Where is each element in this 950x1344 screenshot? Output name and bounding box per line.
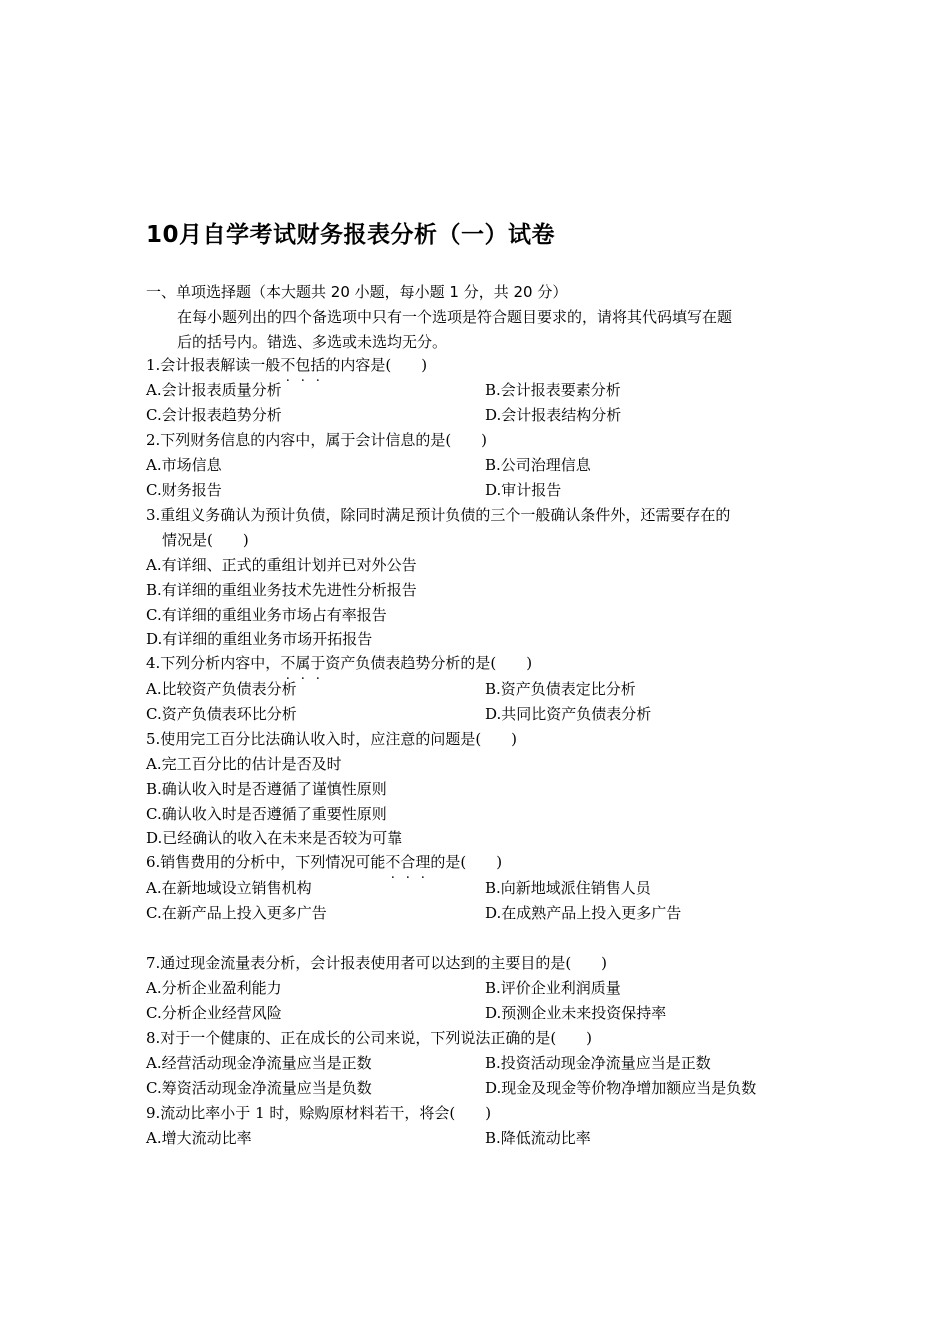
question-1-option-d: D.会计报表结构分析 xyxy=(485,406,622,424)
question-6-stem: 6.销售费用的分析中，下列情况可能不合理的是( ) xyxy=(146,853,503,871)
question-2-option-b: B.公司治理信息 xyxy=(485,456,591,474)
question-9-stem: 9.流动比率小于 1 时，赊购原材料若干，将会( ) xyxy=(146,1104,492,1122)
question-4-option-b: B.资产负债表定比分析 xyxy=(485,680,636,698)
question-3-stem-line2: 情况是( ) xyxy=(162,531,249,549)
question-6-option-b: B.向新地域派住销售人员 xyxy=(485,879,651,897)
question-3-stem-line1: 3.重组义务确认为预计负债，除同时满足预计负债的三个一般确认条件外，还需要存在的 xyxy=(146,506,731,524)
question-7-option-d: D.预测企业未来投资保持率 xyxy=(485,1004,667,1022)
question-2-option-d: D.审计报告 xyxy=(485,481,562,499)
section-instruction-line1: 在每小题列出的四个备选项中只有一个选项是符合题目要求的，请将其代码填写在题 xyxy=(177,308,733,326)
question-4-option-c: C.资产负债表环比分析 xyxy=(146,705,297,723)
question-3-option-b: B.有详细的重组业务技术先进性分析报告 xyxy=(146,581,417,599)
question-3-option-c: C.有详细的重组业务市场占有率报告 xyxy=(146,606,387,624)
question-8-option-c: C.筹资活动现金净流量应当是负数 xyxy=(146,1079,372,1097)
question-8-option-d: D.现金及现金等价物净增加额应当是负数 xyxy=(485,1079,757,1097)
question-7-stem: 7.通过现金流量表分析，会计报表使用者可以达到的主要目的是( ) xyxy=(146,954,608,972)
question-6-option-a: A.在新地域设立销售机构 xyxy=(146,879,312,897)
section-heading: 一、单项选择题（本大题共 20 小题，每小题 1 分，共 20 分） xyxy=(146,283,568,301)
question-5-option-d: D.已经确认的收入在未来是否较为可靠 xyxy=(146,829,403,847)
question-5-stem: 5.使用完工百分比法确认收入时，应注意的问题是( ) xyxy=(146,730,518,748)
question-5-option-a: A.完工百分比的估计是否及时 xyxy=(146,755,342,773)
question-9-option-b: B.降低流动比率 xyxy=(485,1129,591,1147)
question-3-option-d: D.有详细的重组业务市场开拓报告 xyxy=(146,630,373,648)
question-9-option-a: A.增大流动比率 xyxy=(146,1129,252,1147)
question-7-option-a: A.分析企业盈利能力 xyxy=(146,979,282,997)
question-7-option-b: B.评价企业利润质量 xyxy=(485,979,621,997)
question-1-option-a: A.会计报表质量分析 xyxy=(146,381,282,399)
question-1-option-b: B.会计报表要素分析 xyxy=(485,381,621,399)
question-4-option-a: A.比较资产负债表分析 xyxy=(146,680,297,698)
question-6-option-d: D.在成熟产品上投入更多广告 xyxy=(485,904,682,922)
question-2-stem: 2.下列财务信息的内容中，属于会计信息的是( ) xyxy=(146,431,488,449)
question-8-option-a: A.经营活动现金净流量应当是正数 xyxy=(146,1054,372,1072)
question-4-option-d: D.共同比资产负债表分析 xyxy=(485,705,652,723)
question-2-option-c: C.财务报告 xyxy=(146,481,222,499)
question-5-option-b: B.确认收入时是否遵循了谨慎性原则 xyxy=(146,780,387,798)
section-instruction-line2: 后的括号内。错选、多选或未选均无分。 xyxy=(177,333,448,351)
question-7-option-c: C.分析企业经营风险 xyxy=(146,1004,282,1022)
page-title: 10月自学考试财务报表分析（一）试卷 xyxy=(146,222,556,248)
question-8-option-b: B.投资活动现金净流量应当是正数 xyxy=(485,1054,711,1072)
question-1-option-c: C.会计报表趋势分析 xyxy=(146,406,282,424)
question-8-stem: 8.对于一个健康的、正在成长的公司来说，下列说法正确的是( ) xyxy=(146,1029,593,1047)
question-5-option-c: C.确认收入时是否遵循了重要性原则 xyxy=(146,805,387,823)
question-2-option-a: A.市场信息 xyxy=(146,456,222,474)
question-4-stem: 4.下列分析内容中，不属于资产负债表趋势分析的是( ) xyxy=(146,654,533,672)
question-1-stem: 1.会计报表解读一般不包括的内容是( ) xyxy=(146,356,428,374)
question-3-option-a: A.有详细、正式的重组计划并已对外公告 xyxy=(146,556,417,574)
question-6-option-c: C.在新产品上投入更多广告 xyxy=(146,904,327,922)
